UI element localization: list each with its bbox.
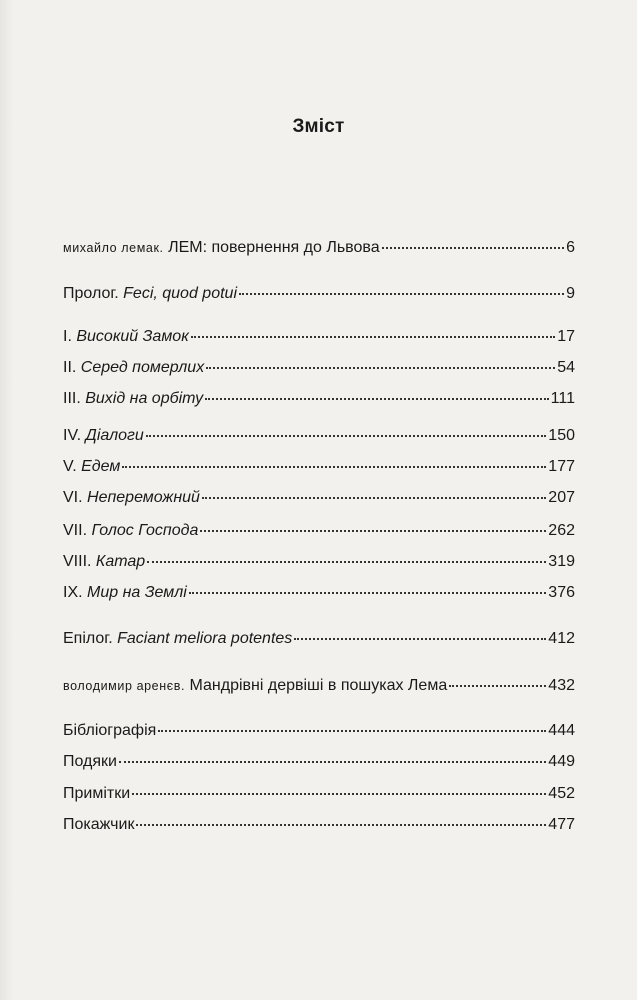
entry-page-number: 150 (548, 427, 575, 444)
toc-entry-label (63, 324, 189, 350)
entry-author: володимир аренєв. (63, 679, 186, 693)
entry-prefix: III. (63, 390, 81, 407)
entry-page-number: 432 (548, 677, 575, 694)
dot-leader (122, 465, 546, 468)
entry-italic-title: Катар (95, 553, 146, 570)
entry-prefix: Епілог. (63, 630, 113, 647)
entry-text: ЛЕМ: повернення до Львова (168, 239, 380, 256)
entry-page-number: 54 (557, 359, 575, 376)
toc-entry-label (63, 580, 187, 606)
entry-prefix: VIII. (63, 553, 92, 570)
toc-entry (63, 485, 575, 511)
dot-leader (147, 560, 546, 563)
dot-leader (132, 792, 546, 795)
entry-text: Бібліографія (63, 722, 157, 739)
entry-page-number: 412 (548, 630, 575, 647)
dot-leader (146, 434, 547, 437)
entry-italic-title: Непереможний (87, 489, 200, 506)
dot-leader (200, 529, 546, 532)
toc-entry-label (63, 454, 120, 480)
entry-prefix: I. (63, 328, 72, 345)
entry-page-number: 207 (548, 489, 575, 506)
toc-entry-label (63, 673, 447, 699)
entry-prefix: VII. (63, 522, 88, 539)
toc-entry-label (63, 281, 237, 307)
dot-leader (136, 823, 546, 826)
entry-text: Примітки (63, 785, 131, 802)
entry-italic-title: Високий Замок (76, 328, 189, 345)
entry-page-number: 9 (566, 285, 575, 302)
toc-entry (63, 580, 575, 606)
entry-italic-title: Діалоги (85, 427, 144, 444)
toc-title: Зміст (292, 116, 345, 137)
toc-entry-label (63, 718, 156, 744)
toc-entry (63, 386, 575, 412)
entry-page-number: 452 (548, 785, 575, 802)
entry-page-number: 376 (548, 584, 575, 601)
entry-italic-title: Серед померлих (80, 359, 205, 376)
entry-text: Мандрівні дервіші в пошуках Лема (189, 677, 448, 694)
toc-entry (63, 626, 575, 652)
toc-entry-label (63, 518, 198, 544)
toc-entry (63, 235, 575, 261)
toc-entry (63, 718, 575, 744)
entry-prefix: IV. (63, 427, 82, 444)
entry-page-number: 17 (557, 328, 575, 345)
entry-italic-title: Едем (81, 458, 121, 475)
dot-leader (239, 292, 564, 295)
entry-author: михайло лемак. (63, 241, 164, 255)
toc-entry (63, 454, 575, 480)
dot-leader (189, 591, 546, 594)
dot-leader (449, 684, 546, 687)
toc-entry (63, 812, 575, 838)
dot-leader (202, 496, 546, 499)
toc-entry-label (63, 485, 200, 511)
entry-page-number: 111 (550, 390, 575, 407)
entry-italic-title: Faciant meliora potentes (117, 630, 293, 647)
toc-entry (63, 749, 575, 775)
entry-page-number: 477 (548, 816, 575, 833)
entry-italic-title: Голос Господа (91, 522, 199, 539)
dot-leader (382, 246, 564, 249)
toc-entry-label (63, 423, 144, 449)
toc-entry (63, 781, 575, 807)
entry-text: Покажчик (63, 816, 135, 833)
toc-entry-label (63, 626, 292, 652)
entry-page-number: 444 (548, 722, 575, 739)
entry-page-number: 177 (548, 458, 575, 475)
toc-entry-label (63, 812, 134, 838)
entry-italic-title: Мир на Землі (87, 584, 187, 601)
toc-entry (63, 423, 575, 449)
toc-entry-label (63, 386, 203, 412)
toc-entry-label (63, 749, 117, 775)
dot-leader (206, 366, 555, 369)
toc-entry-label (63, 549, 145, 575)
entry-page-number: 319 (548, 553, 575, 570)
toc-entry (63, 673, 575, 699)
toc-entry (63, 324, 575, 350)
entry-prefix: Пролог. (63, 285, 119, 302)
entry-prefix: VI. (63, 489, 83, 506)
dot-leader (205, 397, 549, 400)
toc-entry (63, 355, 575, 381)
dot-leader (191, 335, 555, 338)
toc-entry (63, 549, 575, 575)
entry-italic-title: Feci, quod potui (123, 285, 237, 302)
toc-entry (63, 281, 575, 307)
dot-leader (119, 760, 546, 763)
entry-page-number: 6 (566, 239, 575, 256)
toc-entry-label (63, 355, 204, 381)
entry-prefix: II. (63, 359, 77, 376)
entry-text: Подяки (63, 753, 117, 770)
toc-entry-label (63, 235, 380, 261)
entry-prefix: V. (63, 458, 77, 475)
dot-leader (158, 729, 546, 732)
toc-entry-label (63, 781, 130, 807)
toc-entry (63, 518, 575, 544)
entry-page-number: 449 (548, 753, 575, 770)
entry-prefix: IX. (63, 584, 83, 601)
entry-italic-title: Вихід на орбіту (85, 390, 204, 407)
dot-leader (294, 637, 546, 640)
entry-page-number: 262 (548, 522, 575, 539)
